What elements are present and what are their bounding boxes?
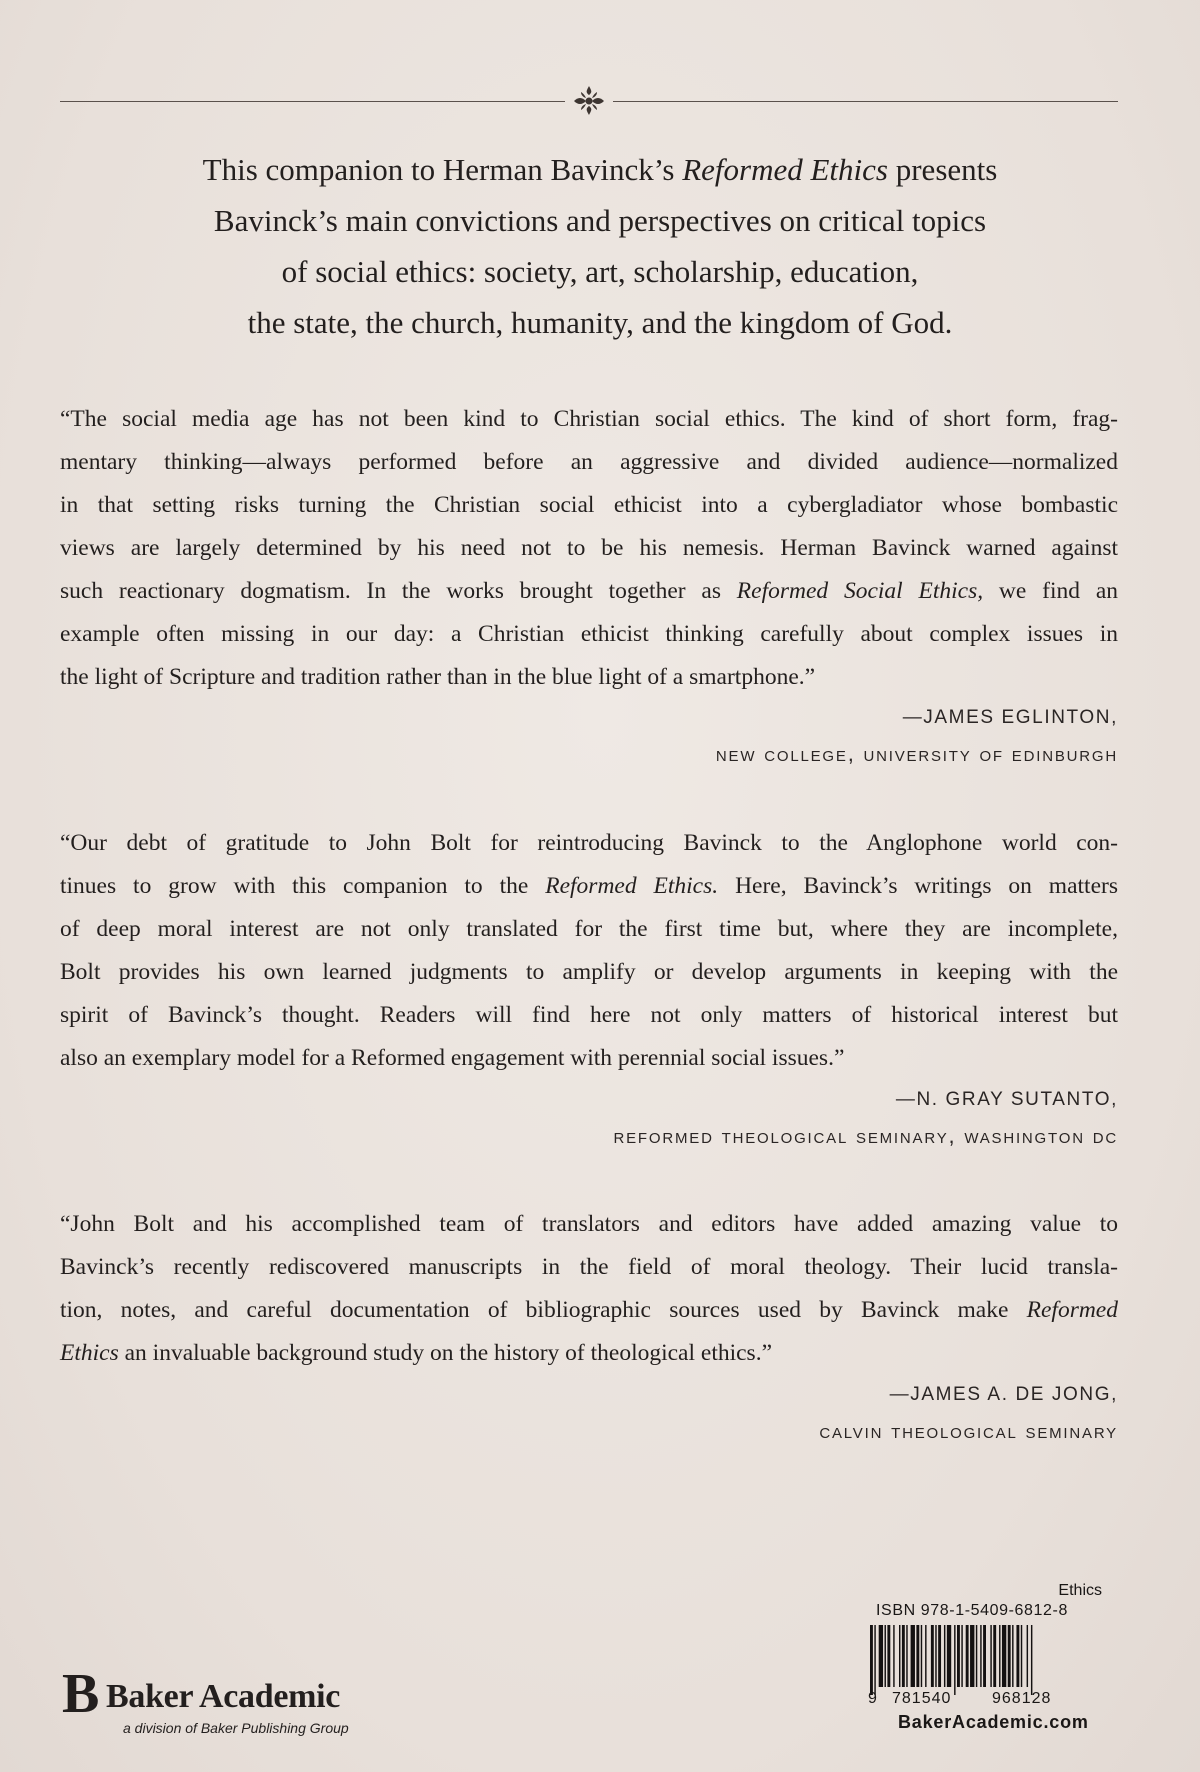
barcode-bar [944,1625,945,1687]
text-segment: such reactionary dogmatism. In the works brought together as [60,578,737,604]
text-segment: Here, Bavinck’s writings on matters [718,873,1118,899]
rule-line-left [60,101,565,102]
quote-line: Bavinck’s recently rediscovered manuscripts in the field of moral theology. Their lucid transla- [60,1254,1118,1280]
text-segment: Bavinck’s main convictions and perspectives on critical topics [213,203,987,238]
italic-title: Reformed Ethics [682,152,888,187]
endorser-name: —JAMES EGLINTON, [902,707,1118,728]
quote-line: in that setting risks turning the Christian social ethicist into a cybergladiator whose bombastic [60,492,1118,518]
barcode-bar [961,1625,962,1687]
barcode-bar [1002,1625,1006,1687]
description-line [90,144,1110,195]
quote-line [60,570,1118,613]
publisher-website: BakerAcademic.com [898,1712,1089,1732]
barcode-bar [906,1625,907,1687]
barcode-bar [1008,1625,1011,1687]
ornamental-rule [60,84,1118,118]
quote-line: example often missing in our day: a Christian ethicist thinking carefully about complex issues in [60,621,1118,647]
text-segment: we find an [983,578,1118,604]
italic-title: Reformed Social Ethics, [736,578,984,604]
quote-line: “Our debt of gratitude to John Bolt for reintroducing Bavinck to the Anglophone world con- [60,830,1118,856]
barcode-bar [1012,1625,1013,1687]
publisher-subtitle: a division of Baker Publishing Group [123,1720,349,1736]
barcode-bar [938,1625,941,1687]
barcode-bar [999,1625,1000,1687]
endorser-name: —N. GRAY SUTANTO, [895,1089,1118,1110]
publisher-logo-mark: B [62,1663,100,1725]
barcode-digits-right: 968128 [992,1690,1052,1707]
barcode-bar [921,1625,922,1687]
barcode-bar [1016,1625,1019,1687]
endorser-institution: new college, university of edinburgh [715,741,1118,766]
barcode-bar [870,1625,873,1695]
endorser-institution: reformed theological seminary, washington dc [613,1123,1118,1148]
quote-line: also an exemplary model for a Reformed engagement with perennial social issues.” [60,1045,845,1071]
text-segment: of social ethics: society, art, scholarship, education, [281,254,919,289]
barcode-bar [1031,1625,1032,1695]
description-line [90,195,1110,246]
barcode-bar [885,1625,886,1687]
barcode-bar [1027,1625,1028,1687]
endorser-institution: calvin theological seminary [819,1418,1118,1443]
barcode-bar [970,1625,974,1687]
italic-title: Reformed [1026,1297,1118,1323]
rule-line-right [613,101,1118,102]
endorsement-attribution-3 [819,1377,1118,1449]
quote-line: Bolt provides his own learned judgments to amplify or develop arguments in keeping with the [60,959,1118,985]
text-segment: This companion to Herman Bavinck’s [202,152,683,187]
book-category: Ethics [1058,1582,1102,1599]
text-segment: tion, notes, and careful documentation of bibliographic sources used by Bavinck make [60,1297,1027,1323]
italic-title: Reformed Ethics. [545,873,719,899]
barcode-bar [1021,1625,1022,1687]
barcode-bar [976,1625,977,1687]
endorsement-attribution-2 [613,1082,1118,1154]
description-line [90,246,1110,297]
endorser-name: —JAMES A. DE JONG, [889,1384,1118,1405]
quote-line: of deep moral interest are not only translated for the first time but, where they are incomplete, [60,916,1118,942]
fleuron-icon [571,84,607,118]
quote-line: “John Bolt and his accomplished team of translators and editors have added amazing value to [60,1211,1118,1237]
endorsement-quote-1 [60,398,1118,699]
barcode-bar [925,1625,926,1687]
quote-line [60,865,1118,908]
barcode-bar [916,1625,919,1687]
italic-title: Ethics [60,1340,119,1366]
quote-line [60,1289,1118,1332]
description-line [90,297,1110,348]
barcode-bar [957,1625,960,1687]
barcode-bar [931,1625,934,1687]
isbn-label: ISBN 978-1-5409-6812-8 [876,1602,1068,1619]
barcode-digits-left: 781540 [892,1690,952,1707]
barcode-bar [990,1625,991,1687]
endorsement-quote-3 [60,1203,1118,1375]
barcode-icon [870,1625,1092,1695]
barcode-bar [874,1625,875,1695]
quote-line: views are largely determined by his need not to be his nemesis. Herman Bavinck warned against [60,535,1118,561]
text-segment: tinues to grow with this companion to the [60,873,546,899]
publisher-logo [62,1663,402,1746]
text-segment: the state, the church, humanity, and the kingdom of God. [247,305,953,340]
barcode-bar [993,1625,996,1687]
quote-line: the light of Scripture and tradition rather than in the blue light of a smartphone.” [60,664,816,690]
barcode-block [858,1582,1118,1756]
text-segment: an invaluable background study on the history of theological ethics.” [118,1340,773,1366]
quote-line: “The social media age has not been kind to Christian social ethics. The kind of short form, frag- [60,406,1118,432]
barcode-bar [954,1625,955,1695]
book-description [90,144,1110,348]
barcode-bar [911,1625,915,1687]
barcode-bar [947,1625,951,1687]
barcode-bar [980,1625,981,1687]
barcode-bar [899,1625,900,1687]
barcode-bar [966,1625,969,1687]
barcode-bar [879,1625,883,1687]
quote-line: mentary thinking—always performed before an aggressive and divided audience—normalized [60,449,1118,475]
endorsement-quote-2 [60,822,1118,1080]
text-segment: presents [887,152,998,187]
barcode-bar [935,1625,936,1687]
barcode-bar [893,1625,894,1687]
barcode-bar [983,1625,986,1687]
quote-line [60,1332,1118,1375]
endorsement-attribution-1 [716,700,1118,772]
barcode-bar [887,1625,890,1687]
barcode-digit-first: 9 [868,1690,878,1707]
publisher-name: Baker Academic [106,1678,341,1715]
barcode-bar [902,1625,905,1687]
quote-line: spirit of Bavinck’s thought. Readers will find here not only matters of historical interest but [60,1002,1118,1028]
